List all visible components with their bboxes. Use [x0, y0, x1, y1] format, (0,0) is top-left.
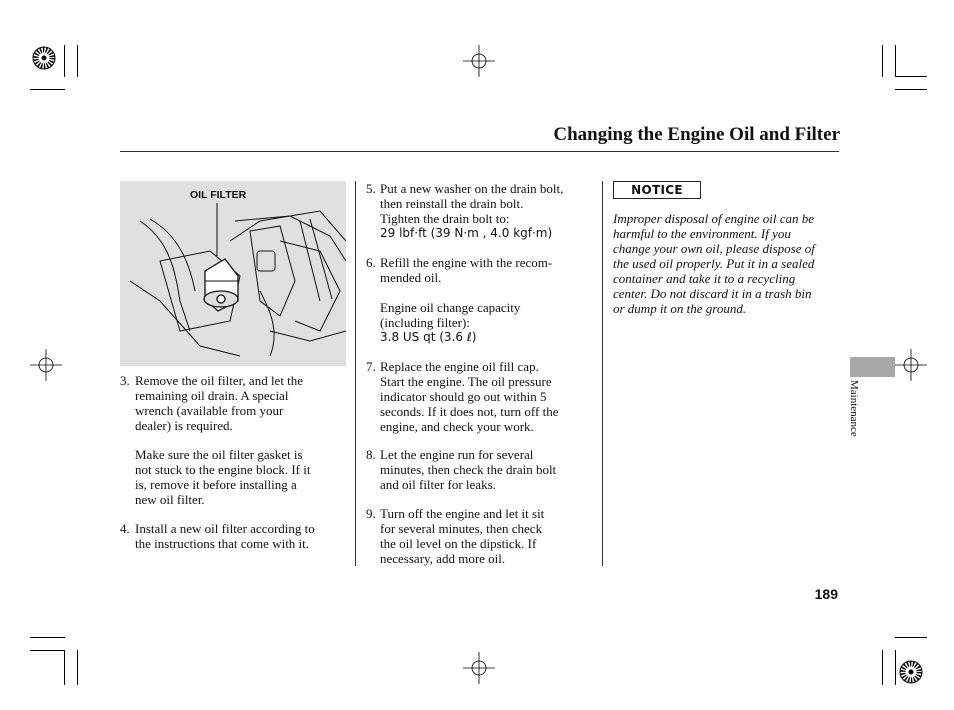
step-9: 9. Turn off the engine and let it sit for several minutes, then check the oil level on the dipstick. If necessary, add more oil. — [366, 506, 545, 566]
section-label: Maintenance — [848, 380, 860, 437]
notice-text: Improper disposal of engine oil can be harmful to the environment. If you change your own oil, please dispose of the used oil properly. Put it in a sealed container and take it to a recycling center. Do not discard it in a trash bin or dump it on the ground. — [613, 211, 815, 316]
step-5: 5. Put a new washer on the drain bolt, then reinstall the drain bolt. Tighten the drain bolt to: 29 lbf·ft (39 N·m , 4.0 kgf·m) — [366, 181, 564, 240]
step-4: 4. Install a new oil filter according to the instructions that come with it. — [120, 521, 315, 551]
figure-label: OIL FILTER — [190, 189, 247, 201]
title-divider — [120, 151, 839, 152]
notice-badge: NOTICE — [613, 181, 701, 199]
step-7: 7. Replace the engine oil fill cap. Start the engine. The oil pressure indicator should go out within 5 seconds. If it does not, turn off the engine, and check your work. — [366, 359, 559, 434]
oil-filter-illustration — [120, 181, 346, 366]
engine-drawing — [120, 181, 346, 366]
step-6: 6. Refill the engine with the recom- mended oil. — [366, 255, 553, 285]
capacity-value: 3.8 US qt (3.6 ℓ) — [380, 330, 477, 344]
section-tab — [850, 357, 895, 377]
torque-spec: 29 lbf·ft (39 N·m , 4.0 kgf·m) — [380, 226, 553, 240]
column-divider — [602, 181, 603, 566]
oil-capacity: Engine oil change capacity (including filter): 3.8 US qt (3.6 ℓ) — [380, 300, 600, 345]
step-3-note: Make sure the oil filter gasket is not stuck to the engine block. If it is, remove it before installing a new oil filter. — [135, 447, 311, 507]
page-number: 189 — [814, 586, 838, 602]
step-3: 3. Remove the oil filter, and let the remaining oil drain. A special wrench (available from your dealer) is required. — [120, 373, 304, 433]
page-title: Changing the Engine Oil and Filter — [553, 124, 840, 145]
column-divider — [355, 181, 356, 566]
step-8: 8. Let the engine run for several minutes, then check the drain bolt and oil filter for leaks. — [366, 447, 557, 492]
